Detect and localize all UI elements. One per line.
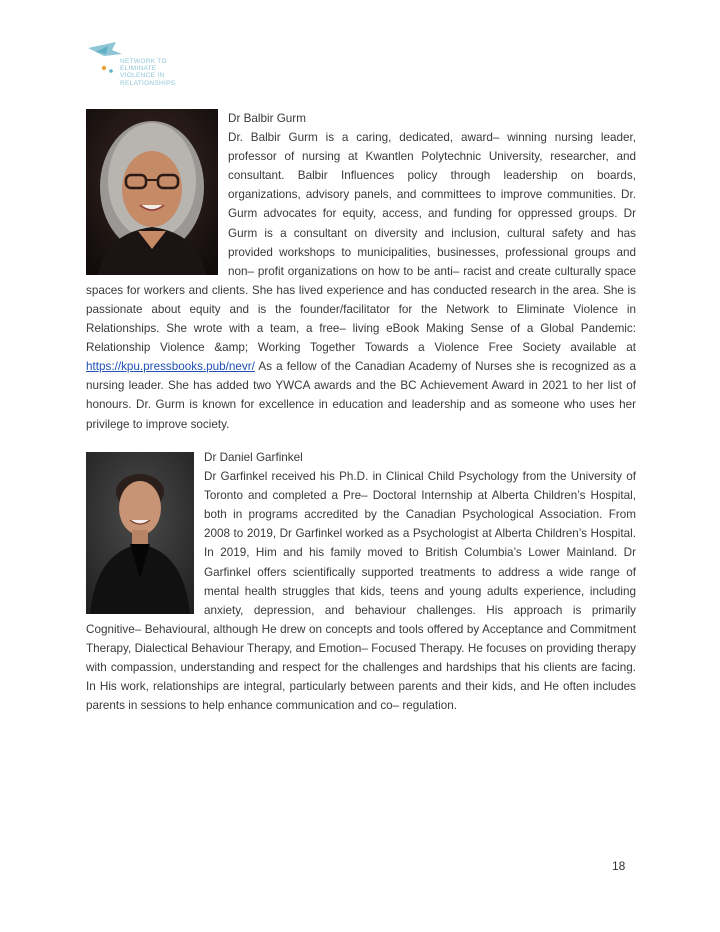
pressbooks-link[interactable]: https://kpu.pressbooks.pub/nevr/	[86, 360, 255, 374]
portrait-photo-garfinkel	[86, 452, 194, 614]
bio-name: Dr Balbir Gurm	[228, 112, 306, 125]
organization-logo	[86, 40, 196, 90]
logo-text: NETWORK TO ELIMINATE VIOLENCE IN RELATIONSHIPS	[120, 58, 176, 87]
page-number: 18	[612, 859, 626, 873]
bio-name: Dr Daniel Garfinkel	[204, 451, 303, 464]
bio-text-part: Dr. Balbir Gurm is a caring, dedicated, award– winning nursing leader, professor of nursing at Kwantlen Polytechnic University, researcher, and consultant. Balbir Influences policy through leadership on boards, organizations, advisory panels, and committees to improve communities. Dr. Gurm advocates for equity, access, and funding for oppressed groups. Dr Gurm is a consultant on diversity and inclusion, cultural safety and has provided workshops to municipalities, businesses, professional groups and non– profit organizations on how to be anti– racist and create culturally space spaces for workers and clients. She has lived experience and has conducted research in the area. She is passionate about equity and is the founder/facilitator for the Network to Eliminate Violence in Relationships. She wrote with a team, a free– living eBook Making Sense of a Global Pandemic: Relationship Violence &amp; Working Together Towards a Violence Free Society available at	[86, 131, 636, 355]
bio-text-part: As a fellow of the Canadian Academy of Nurses she is recognized as a nursing leader. She has added two YWCA awards and the BC Achievement Award in 2021 to her list of honours. Dr. Gurm is known for excellence in education and leadership and as someone who uses her privilege to improve society.	[86, 360, 636, 431]
bio-balbir-gurm	[86, 109, 636, 434]
portrait-photo-gurm	[86, 109, 218, 275]
bio-daniel-garfinkel	[86, 448, 636, 715]
bio-text: Dr Garfinkel received his Ph.D. in Clinical Child Psychology from the University of Toronto and completed a Pre– Doctoral Internship at Alberta Children’s Hospital, both in programs accredited by the Canadian Psychological Association. From 2008 to 2019, Dr Garfinkel worked as a Psychologist at Alberta Children’s Hospital. In 2019, Him and his family moved to British Columbia’s Lower Mainland. Dr Garfinkel offers scientifically supported treatments to address a wide range of mental health struggles that kids, teens and young adults experience, including anxiety, depression, and behaviour challenges. His approach is primarily Cognitive– Behavioural, although He drew on concepts and tools offered by Acceptance and Commitment Therapy, Dialectical Behaviour Therapy, and Emotion– Focused Therapy. He focuses on providing therapy with compassion, understanding and respect for the challenges and hardships that his clients are facing. In His work, relationships are integral, particularly between parents and their kids, and He often includes parents in sessions to help enhance communication and co– regulation.	[86, 470, 636, 713]
